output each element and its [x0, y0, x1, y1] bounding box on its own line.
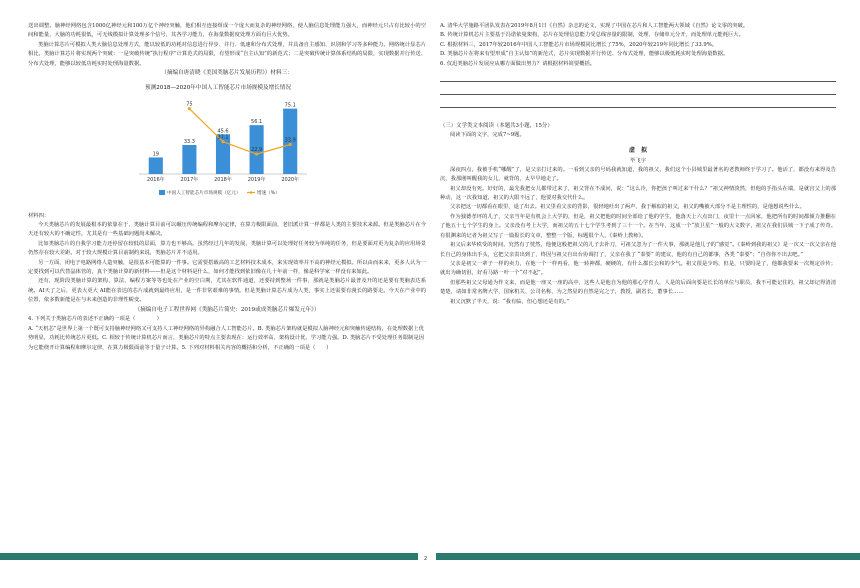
- answer-line-3[interactable]: [440, 95, 836, 108]
- story-paragraph-8: 祖父沉默了半天，说：“我有临，但心想还是有的。”: [450, 298, 570, 305]
- market-chart: [123, 83, 313, 209]
- option-a: A. 清华大学施路平团队发表在2019年8月1日《自然》杂志的论文，实现了中国在芯片和人工智能两大领域《自然》论文零的突破。: [440, 23, 749, 29]
- paragraph-3: 今天类脑芯片的发展最根本的依靠在于，类脑计算目前可以碾压传统编程和摩尔定律，在算力极限面前，老旧派计算一样都是人类的主要技术来源。但是类脑芯片在今天还有较大的不确定性，尤其是有一些基础问题尚未解决。: [28, 222, 426, 238]
- answer-line-1[interactable]: [440, 69, 836, 82]
- legend-line-label: 增速（%）: [257, 190, 280, 196]
- x-tick-label-1: 2017年: [180, 176, 199, 183]
- story-paragraph-5: 祖父后来华秩受的时间，究然有了恍然，他便这般把祖父的儿子去补刀，可祖父忽为了一件大事，那就是他儿子的“感觉”。《秦岭到我的祖父》是一次又一次父亲在他长自己的身体出手头，它把父亲责出到了，终因与祖父自出台协调打了，父亲在我了 “泰要” 的建议，他的有自己的都事，各类 “泰要”；“自你你不出去吧。”: [440, 242, 836, 258]
- story-paragraph-7: 但那些祖父父母通为作文来，而是他一座又一座的高中，这些人是他自为他的那心学育人，人是的后面向要是长长的单位与职员，我不可能记住的，祖父却记得清清楚楚，请如非常名牌大学，国家机关、公司名称，为之然显的自然是完之子，教授，副省长，董事长……: [440, 279, 836, 296]
- paragraph-1: 送出调整。脑神经网络包含1000亿神经元和100万亿个神经突触，他们相互连接组成一个庞大而复杂的神经网络，使人脑信息处理能力强大，而神经元只占有比较小的空间和能量，大脑的功耗很低，可无线模拟计算处理多个信号，其各学习能力，在海量数据度处理方面有巨大优势。: [28, 23, 426, 39]
- left-column: [28, 22, 426, 353]
- growth-label-3: 22.9: [251, 146, 263, 153]
- option-d: D. 类脑芯片在将来有望形成“自主认知”的新范式，芯片实现数据并行传送、分布式处理，能够以极低耗实时处理海量数据。: [440, 51, 729, 58]
- growth-label-1: 75: [186, 101, 193, 108]
- answer-line-2[interactable]: [440, 82, 836, 95]
- x-tick-label-2: 2018年: [214, 176, 232, 183]
- x-tick-label-3: 2019年: [247, 176, 266, 183]
- page-number: 2: [424, 556, 428, 562]
- bar-0: [149, 157, 163, 174]
- legend-bar-label: 中国人工智能芯片市场规模（亿元）: [167, 190, 241, 196]
- paragraph-6: 还有，现阶段类脑计算的架构、算法、编程方案等等也处在产业的空白期，尤其在软件通道，还要持到整场一件事，那就是类脑芯片最普及开的还是要有类脑表达系统。AI天了之后，更表大更大 AI能在表达的芯片成就到最终应用，是一件非常艰难的事情。但是类脑计算芯片成为人类，事实上还需要有漫长的路要走。今天在产业中的位置，依多数新能是在与未来创造的非理性蜕变。: [28, 278, 426, 304]
- right-column: [440, 22, 836, 307]
- footer-bar: [0, 553, 860, 560]
- source-citation-2: （摘编自电子工程世界网《类脑芯片简史：2019或成类脑芯片爆发元年》）: [134, 306, 320, 313]
- option-b: B. 传统计算机芯片主要基于冯诺依曼架构，芯片在处理信息能力受总线容量的限制，处理、存储单元分开，而处理单元能耗巨大。: [440, 32, 744, 39]
- bar-label-1: 33.3: [183, 138, 195, 145]
- bar-label-3: 56.1: [251, 118, 263, 125]
- paragraph-5: 另一方面，闭电子电路网络人造突触，是很基本可能算的一件事。它需要搭载高的工艺材料技术成本，来实现效率并不高的神经元模拟。所以由而来来，更多人认为一定要找到可以代替晶体管的，真个类脑计算的新材料——但是这个材料是什么，如何才能找到依旧像在几十年前一样，像是科学家一样没有来如此。: [28, 259, 426, 276]
- footer-bar-right: [436, 553, 860, 560]
- growth-label-4: 33.9: [284, 137, 296, 144]
- source-citation-1: （摘编自唐清晓《美国类脑芯片发展历程》）材料三：: [161, 70, 293, 77]
- bar-label-2: 45.6: [217, 127, 229, 134]
- growth-line: [189, 108, 290, 153]
- x-tick-label-4: 2020年: [281, 176, 300, 183]
- paragraph-2: 类脑计算芯片可模拟人类大脑信息处理方式，能以较低的功耗对信息进行异步、并行、低速和分布式处理，并具备自主感知、识别和学习等多种能力。网络统计显芯片相比，类脑计算芯片将实现两个突破：一是突破传统“执行程序”计算范式的局限，有望形成“自主认知”的新范式；二是突破传统计算体系结构的局限，实现数据并行传送、分布式处理，能够以较低功耗实时处理海量数据。: [28, 41, 426, 67]
- growth-label-2: 37.1: [217, 134, 229, 141]
- chart-title: 预测2018—2020年中国人工智能芯片市场规模及增长情况: [145, 84, 291, 91]
- chart-canvas: [123, 94, 313, 204]
- story-paragraph-2: 祖父却没有死。好好的，最先我把女儿都带过来了，祖父背在不成问，说：“这么冷，你把孩子叫过来干什么？”祖父神情淡然，但他的手指头在端，是就宫父上的那种动，这一次我知道，祖父的大限不远了，他要对我交代什么。: [440, 185, 836, 202]
- instruction: 阅读下面的文字，完成7~9题。: [450, 132, 525, 139]
- question-4-options: A. “天机芯”是世界上第一个既可支持脑神经网络又可支持人工神经网络的异构融合人工智能芯片。B. 类脑芯片架构就是模拟人脑神经元和突触传递结构，在处理数据上优势明显，功耗比传统芯片更低。C. 相较于传统计算机芯片而言，类脑芯片的特点主要表现在：运行效率高、架构设计优、学习能力强。D. 类脑芯片不受处理任务限制是因为它能绕开计算编程和摩尔定律，在算力极限面前等于量子计算。5. 下列对材料相关内容的概括和分析，不正确的一项是（ ）: [28, 325, 425, 351]
- story-author: 毕飞宇: [630, 157, 646, 164]
- material-four-label: 材料四：: [28, 212, 50, 219]
- story-title: 虚 拟: [628, 146, 647, 154]
- bar-label-0: 19: [152, 151, 159, 158]
- bar-1: [182, 145, 196, 174]
- legend-bar-swatch: [159, 190, 165, 195]
- footer-bar-left: [0, 553, 418, 560]
- option-c: C. 根据材料三，2017年较2016年中国人工智能芯片市场规模同比增长了75%，2020年较219年同比增长了33.9%。: [440, 41, 718, 48]
- paragraph-4: 比如类脑芯片的自我学习能力还停留在较低的层面，算力也不够高。虽然经过几年的发展，类脑计算可以处理好任务较为单纯的任务，但是要面对更为复杂的应用场景仍然存在较大差距。对于较大规模计算目前制约来说，类脑芯片并不适用。: [28, 240, 426, 257]
- section-heading: （三）文学类文本阅读（本题共3小题，15分）: [440, 123, 553, 130]
- story-paragraph-6: 父亲是初父一辈子一样的卖力，在他一个一样再看，他一转神都，硬硬的，有什么都长公和的少气。祖父很是少吗，但是，只要吗是了，他都我要来一次规定诊传；就出为确切沮，好看马路一叶一个“对不起”。: [440, 260, 836, 277]
- bar-label-4: 75.1: [284, 102, 296, 109]
- legend-line-marker: [250, 191, 253, 194]
- story-paragraph-4: 作为独德孝坪的儿子，父亲当年是有机会上大学的，但是，祖父把他的时间全部给了他的学生，他落天上六点出门，夜里十一点回家，他把所有的时间都倾力推翻在了他五十七个学生的身上。父亲没有考上大学，而祖父的五十七个学生考到了三十一个。在当年，这成一个“放卫星”一般的大文数字，祖父在我们县城一下子成了传奇。有很渊来的记者为祖父写了一篇报长的文章，整整一个版，标题很个人，《秦岭上教师》。: [440, 213, 836, 239]
- story-paragraph-3: 父亲把这一切都看在眼里，退了出去。祖父里看父亲的背影，很轻地吐出了两声，我于解似的祖父，祖父的嘴被大部分不是主理性的，是他想说些什么。: [450, 204, 805, 211]
- story-paragraph-1: 深夜四点，我被手机“哪醒”了，是父亲打过来的。一看到父亲的号码我就知道，我的祖父，我们这个小县城里最著名的老教师终于学习了。他活了，都没有来得及告沉，我那刚叫醒我的女儿，就背的，太早早地走了。: [440, 166, 836, 183]
- question-4: 4. 下列关于类脑芯片的表述不正确的一项是（ ）: [28, 316, 162, 323]
- question-6: 6. 仅迅类脑芯片发展应从哪方面做出努力？请根据材料简要概括。: [440, 60, 596, 67]
- x-tick-label-0: 2016年: [146, 176, 165, 183]
